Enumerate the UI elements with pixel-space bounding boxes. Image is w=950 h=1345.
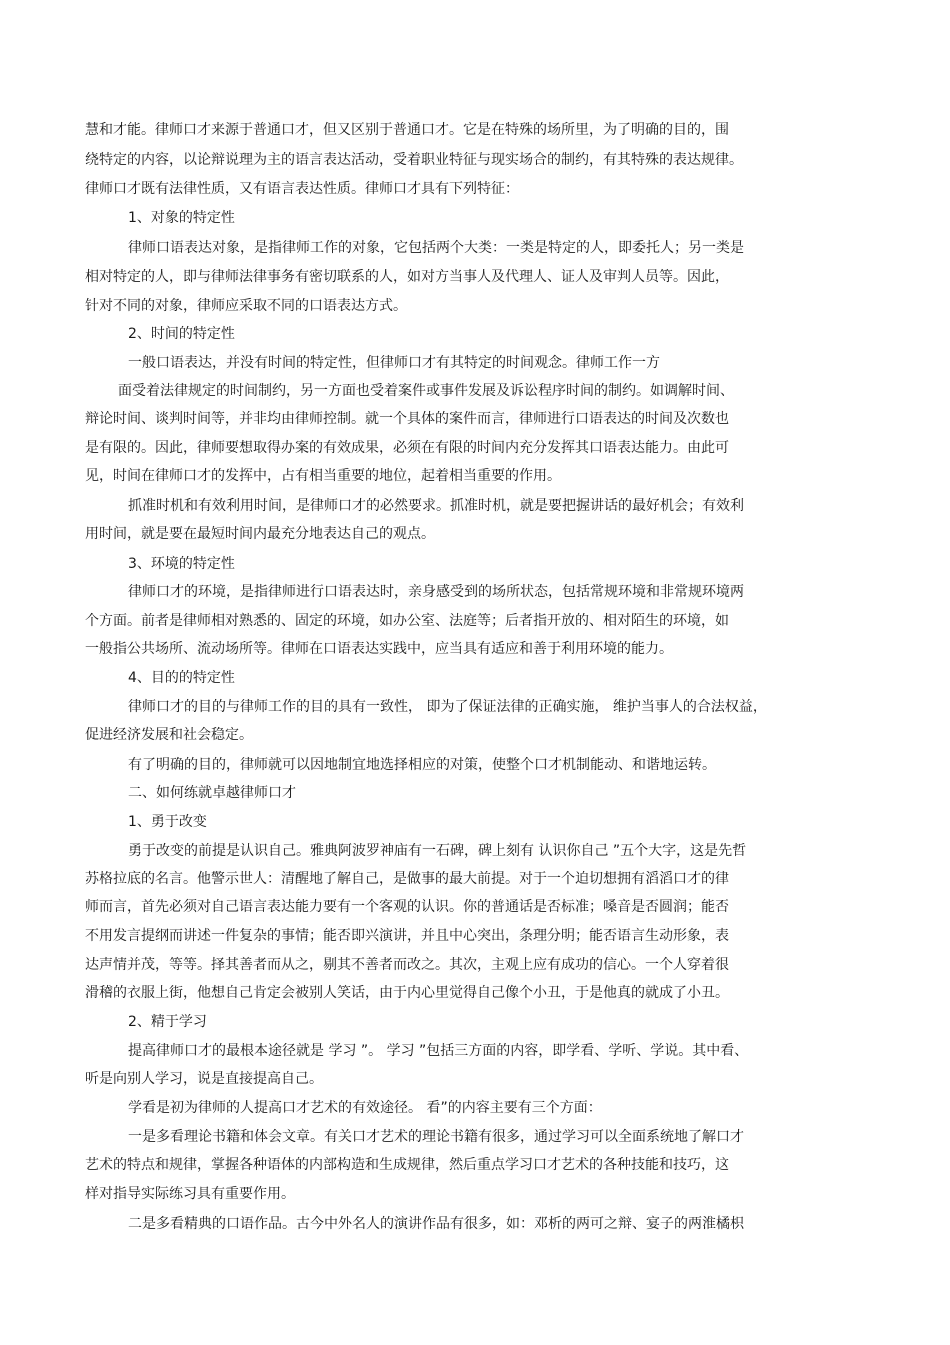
section-heading: 2、时间的特定性	[128, 326, 235, 342]
text-line: 相对特定的人，即与律师法律事务有密切联系的人，如对方当事人及代理人、证人及审判人员等。因此，	[85, 269, 729, 285]
text-line: 师而言，首先必须对自己语言表达能力要有一个客观的认识。你的普通话是否标准；嗓音是否圆润；能否	[85, 899, 729, 915]
text-line: 勇于改变的前提是认识自己。雅典阿波罗神庙有一石碑，碑上刻有 认识你自己 ”五个大字，这是先哲	[128, 843, 747, 859]
section-heading: 3、环境的特定性	[128, 556, 235, 572]
section-heading: 1、对象的特定性	[128, 210, 235, 226]
text-line: 艺术的特点和规律，掌握各种语体的内部构造和生成规律，然后重点学习口才艺术的各种技能和技巧，这	[85, 1157, 729, 1173]
text-line: 针对不同的对象，律师应采取不同的口语表达方式。	[85, 298, 407, 314]
text-line: 律师口语表达对象，是指律师工作的对象，它包括两个大类：一类是特定的人，即委托人；另一类是	[128, 240, 744, 256]
section-heading: 1、勇于改变	[128, 814, 207, 830]
text-line: 不用发言提纲而讲述一件复杂的事情；能否即兴演讲，并且中心突出，条理分明；能否语言生动形象，表	[85, 928, 729, 944]
text-line: 一般口语表达，并没有时间的特定性，但律师口才有其特定的时间观念。律师工作一方	[128, 355, 660, 371]
text-line: 见，时间在律师口才的发挥中，占有相当重要的地位，起着相当重要的作用。	[85, 468, 561, 484]
text-line: 听是向别人学习，说是直接提高自己。	[85, 1071, 323, 1087]
text-line: 辩论时间、谈判时间等，并非均由律师控制。就一个具体的案件而言，律师进行口语表达的时间及次数也	[85, 411, 729, 427]
text-line: 促进经济发展和社会稳定。	[85, 727, 253, 743]
text-line: 达声情并茂，等等。择其善者而从之，剔其不善者而改之。其次，主观上应有成功的信心。一个人穿着很	[85, 957, 729, 973]
text-line: 苏格拉底的名言。他警示世人：清醒地了解自己，是做事的最大前提。对于一个迫切想拥有滔滔口才的律	[85, 871, 729, 887]
section-heading: 2、精于学习	[128, 1014, 207, 1030]
text-line: 一是多看理论书籍和体会文章。有关口才艺术的理论书籍有很多，通过学习可以全面系统地了解口才	[128, 1129, 744, 1145]
text-line: 律师口才的目的与律师工作的目的具有一致性， 即为了保证法律的正确实施， 维护当事人的合法权益，	[128, 699, 767, 715]
text-line: 样对指导实际练习具有重要作用。	[85, 1186, 295, 1202]
text-line: 个方面。前者是律师相对熟悉的、固定的环境，如办公室、法庭等；后者指开放的、相对陌生的环境，如	[85, 613, 729, 629]
text-line: 律师口才既有法律性质，又有语言表达性质。律师口才具有下列特征：	[85, 181, 519, 197]
text-line: 抓准时机和有效利用时间，是律师口才的必然要求。抓准时机，就是要把握讲话的最好机会；有效利	[128, 498, 744, 514]
text-line: 面受着法律规定的时间制约，另一方面也受着案件或事件发展及诉讼程序时间的制约。如调解时间、	[118, 383, 734, 399]
section-heading: 4、目的的特定性	[128, 670, 235, 686]
text-line: 一般指公共场所、流动场所等。律师在口语表达实践中，应当具有适应和善于利用环境的能力。	[85, 641, 673, 657]
text-line: 提高律师口才的最根本途径就是 学习 ”。 学习 ”包括三方面的内容，即学看、学听、学说。其中看、	[128, 1043, 749, 1059]
text-line: 学看是初为律师的人提高口才艺术的有效途径。 看”的内容主要有三个方面：	[128, 1100, 602, 1116]
section-heading: 二、如何练就卓越律师口才	[128, 785, 296, 801]
text-line: 用时间，就是要在最短时间内最充分地表达自己的观点。	[85, 526, 435, 542]
text-line: 律师口才的环境，是指律师进行口语表达时，亲身感受到的场所状态，包括常规环境和非常规环境两	[128, 584, 744, 600]
text-line: 二是多看精典的口语作品。古今中外名人的演讲作品有很多，如：邓析的两可之辩、宴子的两淮橘枳	[128, 1216, 744, 1232]
text-line: 是有限的。因此，律师要想取得办案的有效成果，必须在有限的时间内充分发挥其口语表达能力。由此可	[85, 440, 729, 456]
text-line: 有了明确的目的，律师就可以因地制宜地选择相应的对策，使整个口才机制能动、和谐地运转。	[128, 757, 716, 773]
text-line: 滑稽的衣服上街，他想自己肯定会被别人笑话，由于内心里觉得自己像个小丑，于是他真的就成了小丑。	[85, 985, 729, 1001]
text-line: 绕特定的内容，以论辩说理为主的语言表达活动，受着职业特征与现实场合的制约，有其特殊的表达规律。	[85, 152, 743, 168]
text-line: 慧和才能。律师口才来源于普通口才，但又区别于普通口才。它是在特殊的场所里，为了明确的目的，围	[85, 122, 729, 138]
